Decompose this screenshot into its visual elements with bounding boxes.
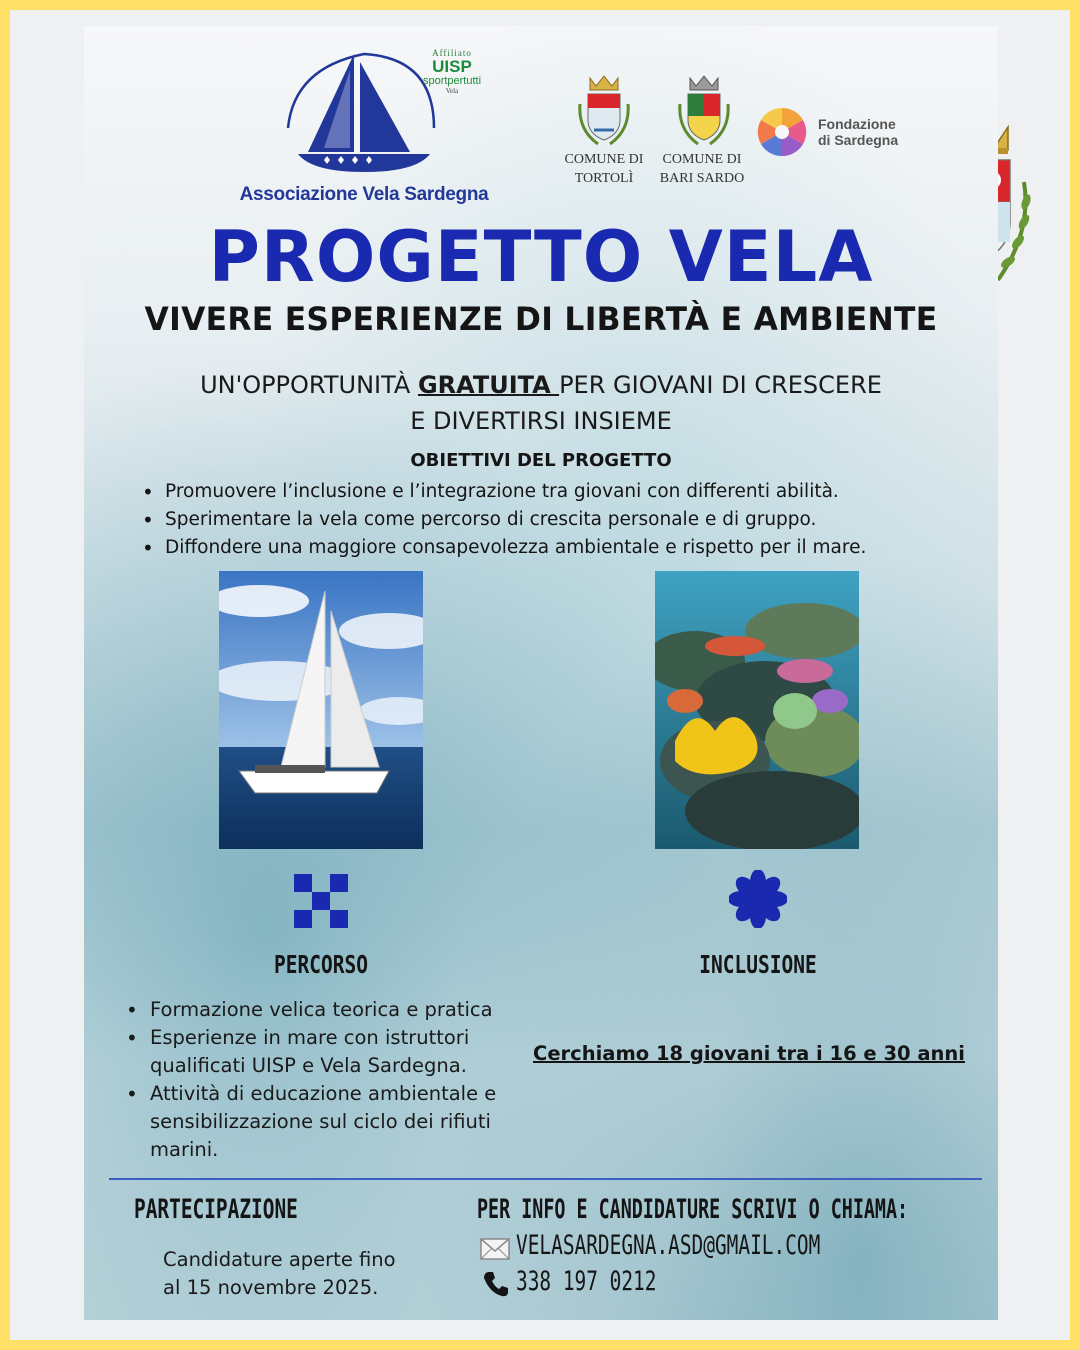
fondazione-name: Fondazione di Sardegna xyxy=(818,116,899,148)
contact-title: PER INFO E CANDIDATURE SCRIVI O CHIAMA: xyxy=(477,1194,909,1225)
checkered-icon xyxy=(294,874,348,928)
uisp-section: Vela xyxy=(445,87,459,95)
asterisk-flower-icon xyxy=(729,870,787,928)
percorso-list xyxy=(124,996,544,1164)
fondazione-logo-icon xyxy=(756,106,808,158)
comune-tortoli: COMUNE DI TORTOLÌ xyxy=(564,152,644,186)
uisp-name: UISP xyxy=(432,57,472,76)
partecipazione-text: Candidature aperte fino al 15 novembre 2025. xyxy=(163,1248,396,1299)
uisp-affiliato: Affiliato xyxy=(432,48,472,58)
inclusione-text: Cerchiamo 18 giovani tra i 16 e 30 anni xyxy=(533,1042,965,1065)
list-item: • Diffondere una maggiore consapevolezza ambientale e rispetto per il mare. xyxy=(140,534,980,562)
list-item: • Sperimentare la vela come percorso di crescita personale e di gruppo. xyxy=(140,506,980,534)
objectives-title: OBIETTIVI DEL PROGETTO xyxy=(410,450,672,471)
page-title: PROGETTO VELA xyxy=(208,216,874,298)
list-item: • Attività di educazione ambientale e sensibilizzazione sul ciclo dei rifiuti marini. xyxy=(124,1080,544,1164)
poster xyxy=(84,26,998,1320)
bari-sardo-crest-icon xyxy=(676,74,732,146)
contact-email[interactable]: VELASARDEGNA.ASD@GMAIL.COM xyxy=(516,1230,821,1261)
objectives-list xyxy=(140,478,980,562)
partecipazione-title: PARTECIPAZIONE xyxy=(134,1194,298,1225)
list-item: • Promuovere l’inclusione e l’integrazione tra giovani con differenti abilità. xyxy=(140,478,980,506)
association-name: Associazione Vela Sardegna xyxy=(239,184,489,205)
percorso-title: PERCORSO xyxy=(274,950,368,979)
list-item: • Esperienze in mare con istruttori qualificati UISP e Vela Sardegna. xyxy=(124,1024,544,1080)
inclusione-title: INCLUSIONE xyxy=(699,950,817,979)
comune-bari-sardo: COMUNE DI BARI SARDO xyxy=(659,152,745,186)
uisp-tagline: sportpertutti xyxy=(422,75,482,87)
page-subtitle: VIVERE ESPERIENZE DI LIBERTÀ E AMBIENTE xyxy=(144,300,938,338)
sailboat-photo xyxy=(219,571,423,849)
phone-icon xyxy=(482,1270,510,1298)
tortoli-crest-icon xyxy=(576,74,632,146)
divider xyxy=(109,1178,982,1180)
list-item: • Formazione velica teorica e pratica xyxy=(124,996,544,1024)
envelope-icon xyxy=(480,1238,510,1260)
lead-text: UN'OPPORTUNITÀ GRATUITA PER GIOVANI DI CRESCERE E DIVERTIRSI INSIEME xyxy=(200,371,882,435)
contact-phone[interactable]: 338 197 0212 xyxy=(516,1266,657,1297)
coral-reef-photo xyxy=(655,571,859,849)
uisp-logo xyxy=(412,48,492,95)
gratuita-highlight: GRATUITA xyxy=(417,371,560,399)
